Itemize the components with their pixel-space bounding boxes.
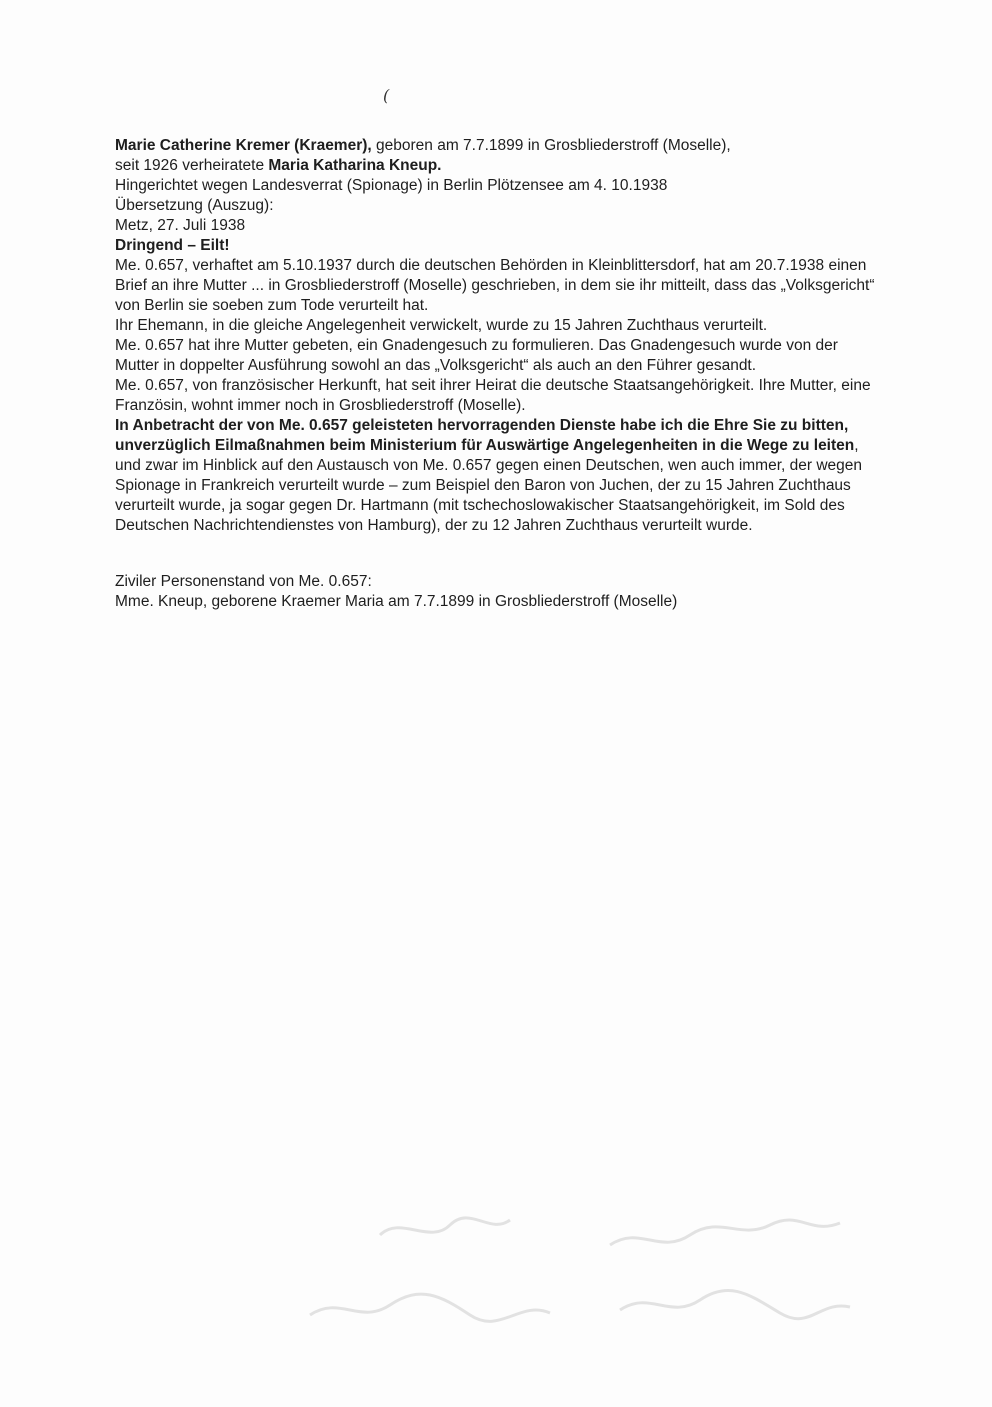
request-bold: In Anbetracht der von Me. 0.657 geleisteten hervorragenden Dienste habe ich die Ehre Sie zu bitten, unverzüglich Eilmaßnahmen beim Ministerium für Auswärtige Angelegenheiten in die Wege zu leiten <box>115 417 855 454</box>
header-line-2 <box>115 156 885 176</box>
header-block <box>115 136 885 196</box>
date-line: Metz, 27. Juli 1938 <box>115 217 246 234</box>
subject-name: Marie Catherine Kremer (Kraemer), <box>115 137 372 154</box>
paragraph-request <box>115 416 885 536</box>
paragraph-arrest: Me. 0.657, verhaftet am 5.10.1937 durch die deutschen Behörden in Kleinblittersdorf, hat am 20.7.1938 einen Brief an ihre Mutter ... in Grosbliederstroff (Moselle) geschrieben, in dem sie ihr mitteilt, dass das „Volksgericht“ von Berlin sie soeben zum Tode verurteilt hat. <box>115 257 875 314</box>
request-rest: , und zwar im Hinblick auf den Austausch von Me. 0.657 gegen einen Deutschen, wen auch immer, der wegen Spionage in Frankreich verurteilt wurde – zum Beispiel den Baron von Juchen, der zu 15 Jahren Zuchthaus verurteilt wurde, ja sogar gegen Dr. Hartmann (mit tschechoslowakischer Staatsangehörigkeit, im Sold des Deutschen Nachrichtendienstes von Hamburg), der zu 12 Jahren Zuchthaus verurteilt wurde. <box>115 437 863 534</box>
executed-line: Hingerichtet wegen Landesverrat (Spionage) in Berlin Plötzensee am 4. 10.1938 <box>115 177 668 194</box>
civil-status-label: Ziviler Personenstand von Me. 0.657: <box>115 573 372 590</box>
paragraph-husband: Ihr Ehemann, in die gleiche Angelegenheit verwickelt, wurde zu 15 Jahren Zuchthaus verurteilt. <box>115 317 768 334</box>
page-mark: ( <box>383 86 390 105</box>
married-name: Maria Katharina Kneup. <box>268 157 442 174</box>
document-body <box>115 136 885 612</box>
signature-bleedthrough-image <box>300 1195 860 1345</box>
married-text: seit 1926 verheiratete <box>115 157 269 174</box>
translation-label: Übersetzung (Auszug): <box>115 197 274 214</box>
civil-status-block <box>115 572 885 612</box>
urgent-heading: Dringend – Eilt! <box>115 237 230 254</box>
paragraph-nationality: Me. 0.657, von französischer Herkunft, hat seit ihrer Heirat die deutsche Staatsangehörigkeit. Ihre Mutter, eine Französin, wohnt immer noch in Grosbliederstroff (Moselle). <box>115 377 871 414</box>
birth-text: geboren am 7.7.1899 in Grosbliederstroff (Moselle), <box>371 137 731 154</box>
header-line-1 <box>115 136 885 156</box>
civil-status-value: Mme. Kneup, geborene Kraemer Maria am 7.7.1899 in Grosbliederstroff (Moselle) <box>115 593 678 610</box>
paragraph-clemency: Me. 0.657 hat ihre Mutter gebeten, ein Gnadengesuch zu formulieren. Das Gnadengesuch wurde von der Mutter in doppelter Ausführung sowohl an das „Volksgericht“ als auch an den Führer gesandt. <box>115 337 838 374</box>
